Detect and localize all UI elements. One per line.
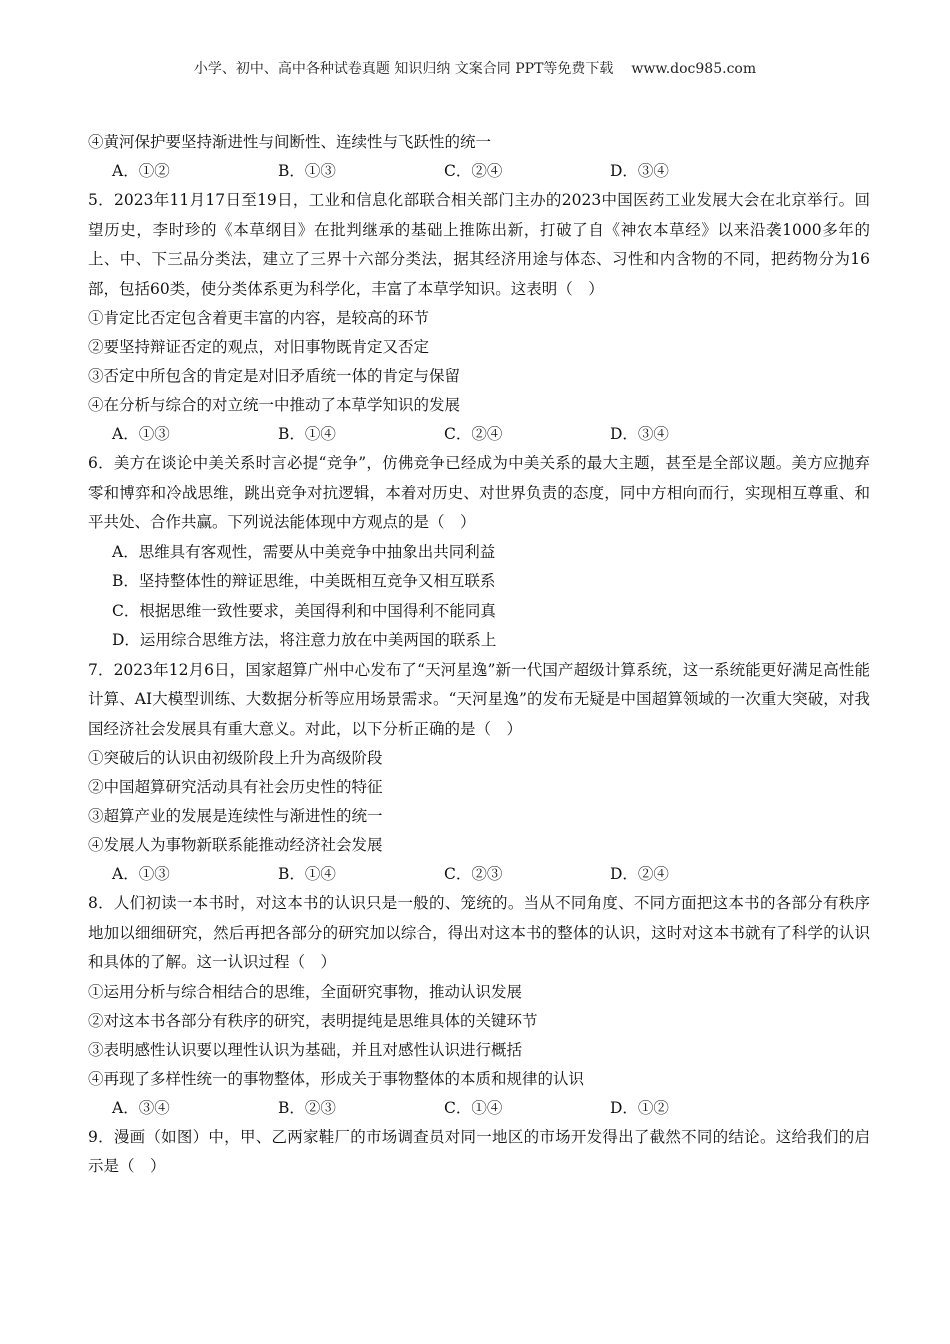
statement-2: ②要坚持辩证否定的观点，对旧事物既肯定又否定: [88, 338, 430, 356]
answer-options: [88, 420, 870, 449]
header-url: www.doc985.com: [631, 61, 757, 77]
option-b: B．①③: [278, 162, 336, 180]
question-5: [88, 186, 870, 449]
question-stem: 8．人们初读一本书时，对这本书的认识只是一般的、笼统的。当从不同角度、不同方面把这本书的各部分有秩序地加以细细研究，然后再把各部分的研究加以综合，得出对这本书的整体的认识，这时对这本书就有了科学的认识和具体的了解。这一认识过程（ ）: [88, 894, 870, 971]
option-b: B．①④: [278, 425, 336, 443]
option-c: C．②④: [444, 162, 503, 180]
option-a: A．①③: [112, 425, 170, 443]
option-a: A．①③: [112, 865, 170, 883]
exam-content: [88, 128, 870, 1182]
statement-3: ③否定中所包含的肯定是对旧矛盾统一体的肯定与保留: [88, 367, 461, 385]
statement-4: ④再现了多样性统一的事物整体，形成关于事物整体的本质和规律的认识: [88, 1069, 585, 1088]
option-c: C．①④: [444, 1098, 503, 1117]
statement-2: ②对这本书各部分有秩序的研究，表明提纯是思维具体的关键环节: [88, 1011, 538, 1030]
answer-options: [88, 1094, 870, 1123]
option-d: D．③④: [610, 162, 669, 180]
option-d: D．②④: [610, 865, 669, 883]
question-9: [88, 1123, 870, 1182]
statement-4: ④黄河保护要坚持渐进性与间断性、连续性与飞跃性的统一: [88, 133, 492, 151]
question-stem: 9．漫画（如图）中，甲、乙两家鞋厂的市场调查员对同一地区的市场开发得出了截然不同的结论。这给我们的启示是（ ）: [88, 1127, 870, 1175]
statement-4: ④在分析与综合的对立统一中推动了本草学知识的发展: [88, 396, 461, 414]
statement-1: ①运用分析与综合相结合的思维，全面研究事物，推动认识发展: [88, 982, 523, 1001]
option-b: B．坚持整体性的辩证思维，中美既相互竞争又相互联系: [112, 572, 496, 590]
answer-options: [88, 157, 870, 186]
question-6: [88, 449, 870, 656]
option-a: A．③④: [112, 1098, 170, 1117]
answer-options: [88, 860, 870, 889]
statement-3: ③表明感性认识要以理性认识为基础，并且对感性认识进行概括: [88, 1040, 523, 1059]
option-c: C．根据思维一致性要求，美国得利和中国得利不能同真: [112, 601, 496, 620]
option-d: D．运用综合思维方法，将注意力放在中美两国的联系上: [112, 631, 497, 649]
statement-2: ②中国超算研究活动具有社会历史性的特征: [88, 778, 383, 796]
option-b: B．①④: [278, 865, 336, 883]
question-stem: 6．美方在谈论中美关系时言必提“竞争”，仿佛竞争已经成为中美关系的最大主题，甚至是全部议题。美方应抛弃零和博弈和冷战思维，跳出竞争对抗逻辑，本着对历史、对世界负责的态度，同中方相向而行，实现相互尊重、和平共处、合作共赢。下列说法能体现中方观点的是（ ）: [88, 454, 870, 531]
question-stem: 7．2023年12月6日，国家超算广州中心发布了“天河星逸”新一代国产超级计算系统，这一系统能更好满足高性能计算、AI大模型训练、大数据分析等应用场景需求。“天河星逸”的发布无疑是中国超算领域的一次重大突破，对我国经济社会发展具有重大意义。对此，以下分析正确的是（ ）: [88, 660, 870, 738]
question-7: [88, 656, 870, 890]
page-header: [0, 58, 950, 78]
statement-4: ④发展人为事物新联系能推动经济社会发展: [88, 836, 383, 854]
option-d: D．③④: [610, 425, 669, 443]
option-d: D．①②: [610, 1098, 669, 1117]
statement-1: ①突破后的认识由初级阶段上升为高级阶段: [88, 749, 383, 767]
question-8: [88, 889, 870, 1123]
option-c: C．②③: [444, 865, 503, 883]
statement-3: ③超算产业的发展是连续性与渐进性的统一: [88, 807, 383, 825]
option-b: B．②③: [278, 1098, 336, 1117]
question-stem: 5．2023年11月17日至19日，工业和信息化部联合相关部门主办的2023中国医药工业发展大会在北京举行。回望历史，李时珍的《本草纲目》在批判继承的基础上推陈出新，打破了自《神农本草经》以来沿袭1000多年的上、中、下三品分类法，建立了三界十六部分类法，据其经济用途与体态、习性和内含物的不同，把药物分为16部，包括60类，使分类体系更为科学化，丰富了本草学知识。这表明（ ）: [88, 191, 870, 298]
header-text: 小学、初中、高中各种试卷真题 知识归纳 文案合同 PPT等免费下载: [193, 61, 614, 77]
question-4: [88, 128, 870, 186]
statement-1: ①肯定比否定包含着更丰富的内容，是较高的环节: [88, 309, 430, 327]
option-c: C．②④: [444, 425, 503, 443]
option-a: A．①②: [112, 162, 170, 180]
option-a: A．思维具有客观性，需要从中美竞争中抽象出共同利益: [112, 542, 496, 561]
